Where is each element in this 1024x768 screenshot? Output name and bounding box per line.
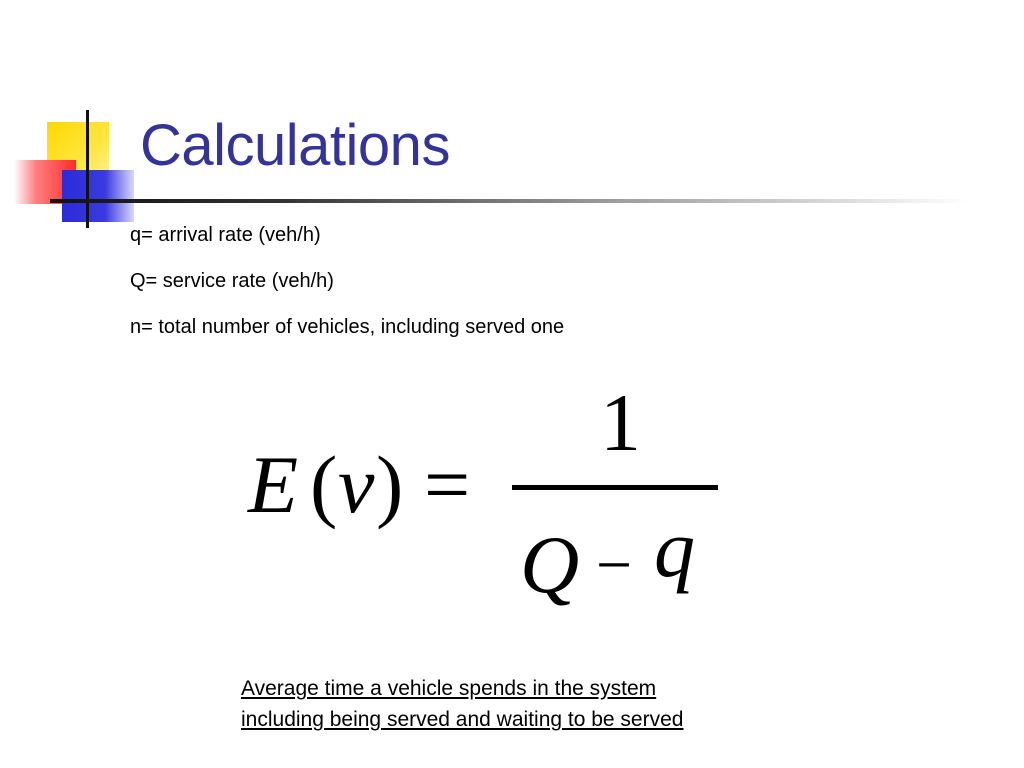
formula-minus: − xyxy=(596,529,633,600)
formula-close-paren: ) xyxy=(376,439,404,530)
formula-open-paren: ( xyxy=(310,439,338,530)
formula-numerator: 1 xyxy=(600,380,641,468)
definition-q: q= arrival rate (veh/h) xyxy=(130,224,321,246)
formula-v: v xyxy=(338,439,375,530)
caption-line-2: including being served and waiting to be served xyxy=(241,708,684,731)
formula-equals: = xyxy=(424,439,471,530)
formula-graphic xyxy=(240,380,740,610)
logo-vertical-line xyxy=(86,110,89,228)
definition-n: n= total number of vehicles, including served one xyxy=(130,316,565,338)
formula xyxy=(240,380,740,610)
formula-E: E xyxy=(248,439,299,530)
formula-fraction-bar xyxy=(512,485,718,490)
slide-title: Calculations xyxy=(140,113,450,178)
title-underline-rule xyxy=(50,199,970,203)
definition-Q: Q= service rate (veh/h) xyxy=(130,270,334,292)
definitions-list xyxy=(130,222,564,360)
formula-caption xyxy=(241,673,841,735)
caption-line-1: Average time a vehicle spends in the system xyxy=(241,677,657,700)
formula-q: q xyxy=(654,503,695,594)
logo-blue-square xyxy=(62,170,134,222)
formula-Q: Q xyxy=(520,519,580,610)
